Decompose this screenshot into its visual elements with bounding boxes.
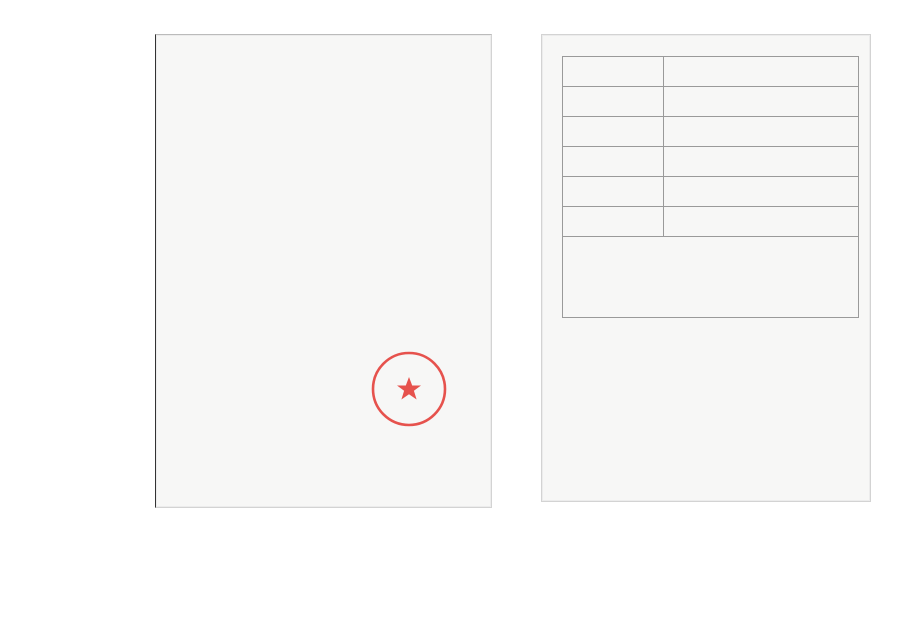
info-label xyxy=(563,87,664,117)
info-row xyxy=(563,207,859,237)
certificate-left-page xyxy=(155,34,492,508)
info-row xyxy=(563,147,859,177)
official-seal-icon xyxy=(370,350,448,428)
attachments-row xyxy=(563,237,859,318)
info-row xyxy=(563,57,859,87)
info-value xyxy=(664,117,859,147)
info-value xyxy=(664,57,859,87)
info-label xyxy=(563,177,664,207)
info-row xyxy=(563,177,859,207)
info-row xyxy=(563,117,859,147)
info-label xyxy=(563,117,664,147)
land-info-table xyxy=(562,56,859,318)
info-label xyxy=(563,57,664,87)
info-row xyxy=(563,87,859,117)
info-value xyxy=(664,87,859,117)
certificate-right-page xyxy=(541,34,871,502)
info-value xyxy=(664,147,859,177)
info-label xyxy=(563,147,664,177)
info-value xyxy=(664,177,859,207)
info-label xyxy=(563,207,664,237)
info-value xyxy=(664,207,859,237)
